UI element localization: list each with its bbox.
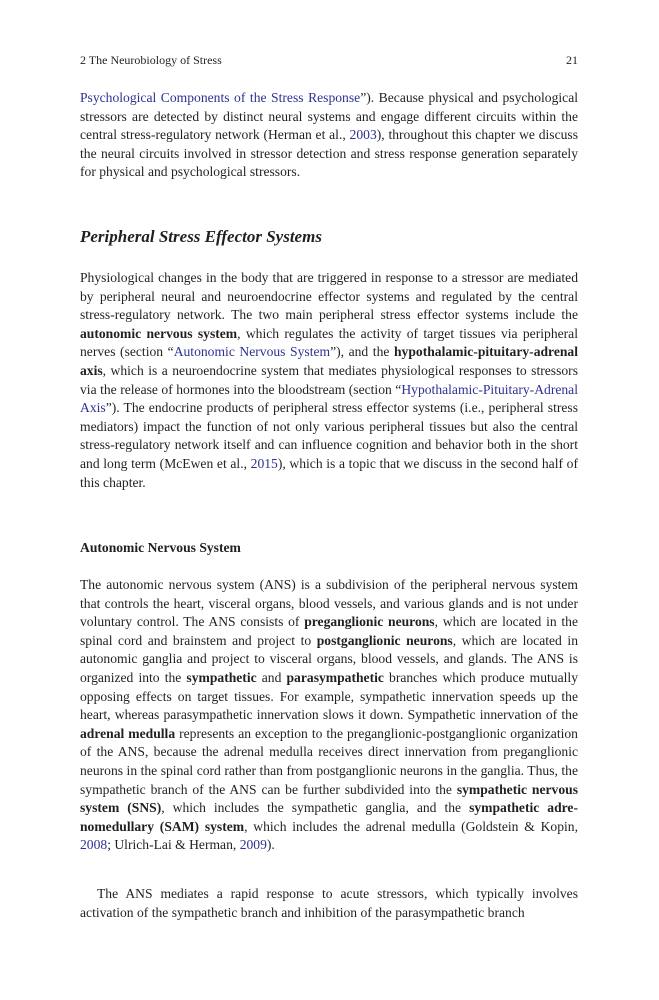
text-run: The autonomic nervous system (ANS) is a subdivision of the peripheral nervous system that controls the heart, visceral organs, blood vessels, and various glands and is not under voluntary control. The ANS consists of <box>80 577 578 630</box>
key-term: autonomic nervous system <box>80 325 238 341</box>
citation-link[interactable]: 2003 <box>349 127 377 143</box>
text-run: ; Ulrich-Lai & Herman, <box>107 837 240 853</box>
text-run: ”), and the <box>330 344 394 360</box>
text-run: , which includes the sympathetic ganglia, and the <box>161 800 470 816</box>
citation-link[interactable]: 2008 <box>80 837 108 853</box>
subsection-heading: Autonomic Nervous System <box>80 540 241 555</box>
section-heading: Peripheral Stress Effector Systems <box>80 227 322 246</box>
text-run: , which are located in the spinal cord and brainstem and project to <box>80 614 578 648</box>
text-run: ”). The endocrine products of peripheral stress effector systems (i.e., peripheral stress mediators) impact the function of not only various peripheral tissues but also the central stress-regulatory network itself and can influence cognition and behavior both in the short and long term (McEwen et al., <box>80 400 578 471</box>
key-term: sympathetic nervous system (SNS) <box>80 781 578 816</box>
key-term: preganglionic neurons <box>304 614 435 630</box>
running-head <box>80 52 578 68</box>
key-term: sympathetic adrenomedullary (SAM) system <box>80 800 578 834</box>
paragraph-effector-systems <box>80 269 578 492</box>
text-run: , which includes the adrenal medulla (Goldstein & Kopin, <box>244 818 578 834</box>
key-term: postganglionic neurons <box>316 632 453 648</box>
text-run: represents an exception to the preganglionic-postganglionic organization of the ANS, because the adrenal medulla receives direct innervation from preganglionic neurons in the spinal cord rather than from postganglionic neurons in the ganglia. Thus, the sympathetic branch of the ANS can be further subdivided into the <box>80 725 578 797</box>
chapter-title: 2 The Neurobiology of Stress <box>80 53 222 67</box>
citation-link[interactable]: 2015 <box>250 455 278 471</box>
paragraph-intro-continued <box>80 89 578 182</box>
citation-link[interactable]: 2009 <box>239 837 267 853</box>
paragraph-ans <box>80 576 578 855</box>
cross-reference-link[interactable]: Psychological Components of the Stress Response <box>80 90 361 105</box>
page-number: 21 <box>566 53 578 67</box>
key-term: sympathetic <box>186 669 257 685</box>
paragraph-ans-response: The ANS mediates a rapid response to acute stressors, which typically involves activation of the sympathetic branch and inhibition of the parasympathetic branch <box>80 886 578 920</box>
text-run: and <box>256 669 287 685</box>
key-term: parasympathetic <box>286 669 384 685</box>
key-term: hypothalamic-pituitary-adrenal axis <box>80 344 579 378</box>
key-term: adrenal medulla <box>80 725 176 741</box>
text-run: Physiological changes in the body that are triggered in response to a stressor are mediated by peripheral neural and neuroendocrine effector systems and regulated by the central stress-regulatory network. The two main peripheral stress effector systems include the <box>80 270 578 323</box>
text-run: , which regulates the activity of target tissues via peripheral nerves (section “ <box>80 325 578 360</box>
text-run: ”). Because physical and psychological stressors are detected by distinct neural systems and engage different circuits within the central stress-regulatory network (Herman et al., <box>80 90 579 143</box>
text-run: ). <box>266 837 275 853</box>
text-run: ), throughout this chapter we discuss the neural circuits involved in stressor detection and stress response generation separately for physical and psychological stressors. <box>80 127 578 180</box>
text-run: ), which is a topic that we discuss in the second half of this chapter. <box>80 455 578 490</box>
cross-reference-link[interactable]: Autonomic Nervous System <box>173 344 331 360</box>
text-run: , which are located in autonomic ganglia and project to visceral organs, blood vessels, and glands. The ANS is organized into the <box>80 632 578 685</box>
cross-reference-link[interactable]: Hypothalamic-Pituitary-Adrenal Axis <box>80 381 578 416</box>
text-run: , which is a neuroendocrine system that mediates physiological responses to stressors via the release of hormones into the bloodstream (section “ <box>80 362 578 397</box>
text-run: branches which produce mutually opposing effects on target tissues. For example, sympathetic innervation speeds up the heart, whereas parasympathetic innervation slows it down. Sympathetic innervation of the <box>80 669 578 723</box>
